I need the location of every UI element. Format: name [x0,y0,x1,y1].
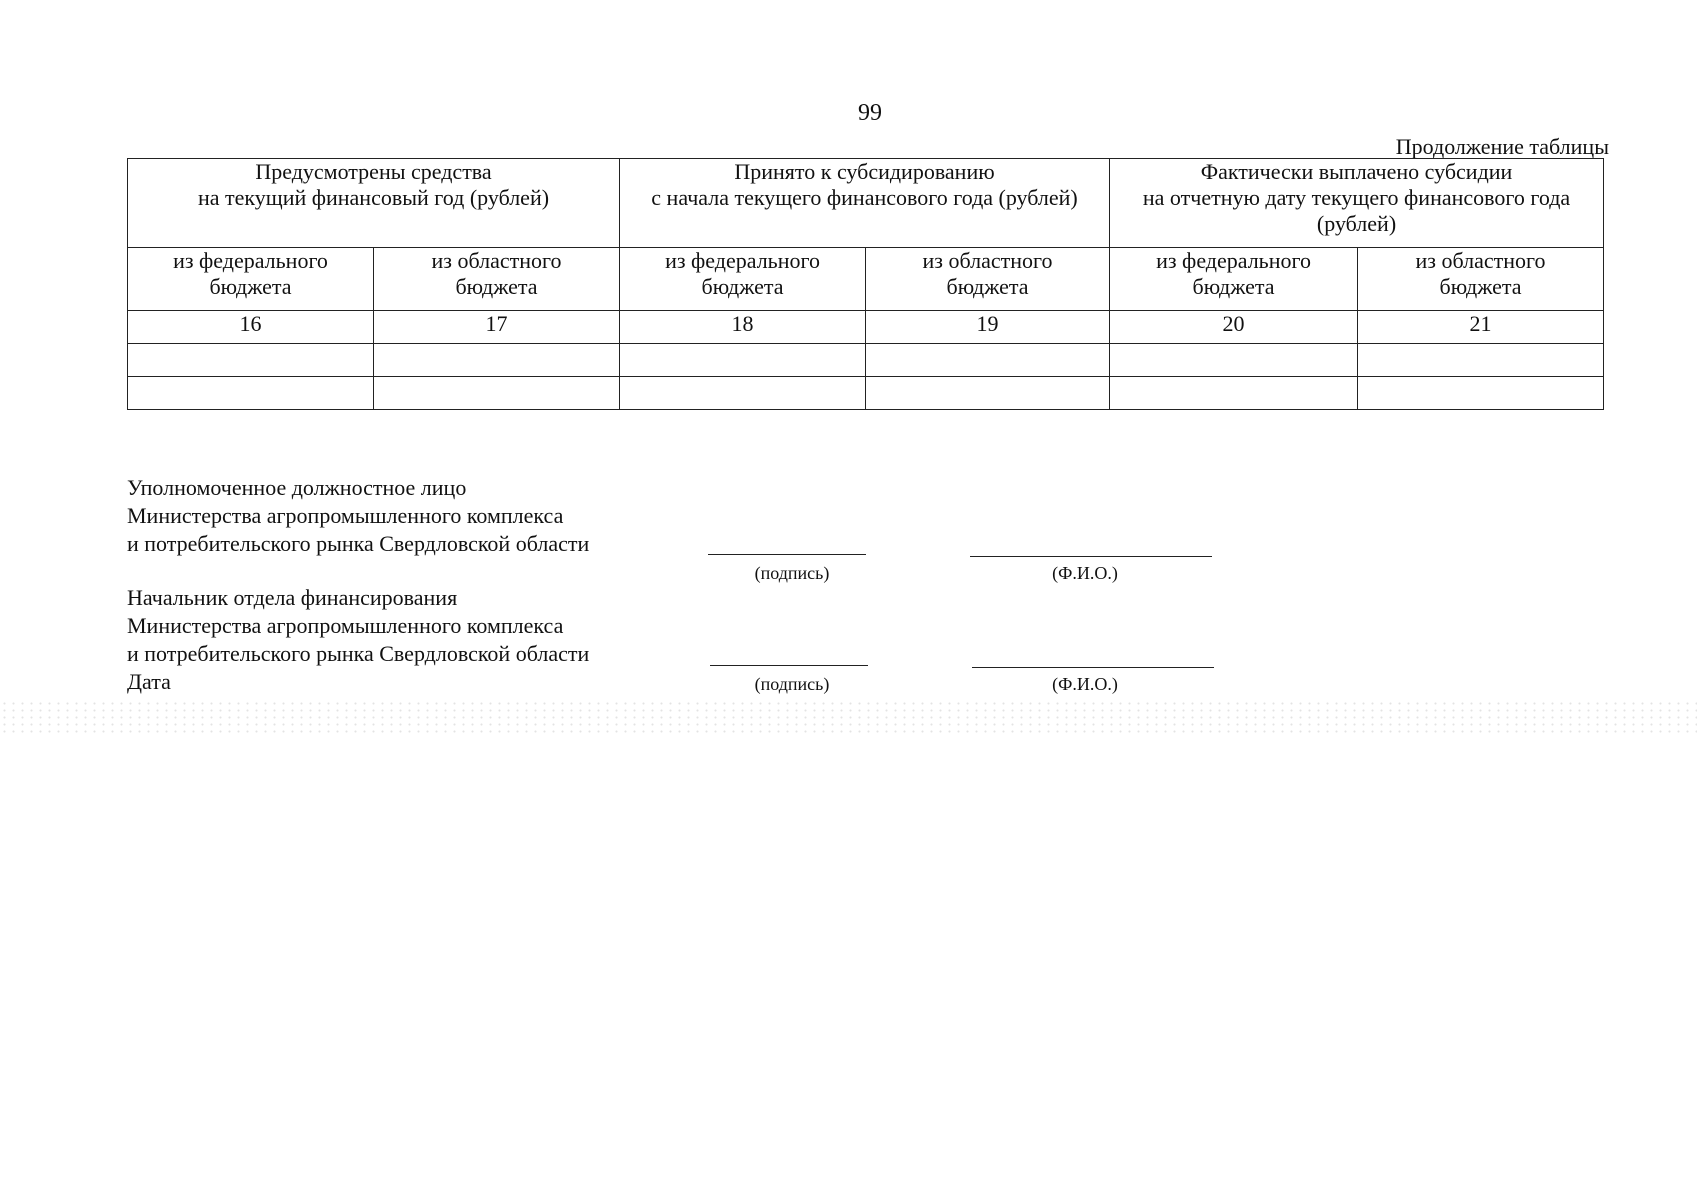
date-label: Дата [127,669,171,694]
header-line: на отчетную дату текущего финансового года [1142,185,1571,210]
subheader-line: из областного [431,248,562,273]
signature-line [708,554,866,555]
subheader-line: бюджета [946,274,1029,299]
header-line: Предусмотрены средства [255,159,492,184]
column-number-row [128,311,1604,344]
column-number: 20 [1110,311,1358,344]
scan-artifact [0,700,1697,736]
head-of-department-line: Министерства агропромышленного комплекса [127,613,564,638]
authorized-official-block [127,474,589,558]
subheader-federal-budget [620,248,866,311]
signature-caption: (подпись) [754,674,830,694]
group-header-actually-paid [1110,159,1604,248]
page-number: 99 [858,100,882,126]
subheader-regional-budget [374,248,620,311]
subheader-row [128,248,1604,311]
table-cell [866,377,1110,410]
name-line [972,667,1214,668]
table-cell [128,377,374,410]
subsidy-table [127,158,1604,410]
signature-line [710,665,868,666]
table-cell [620,344,866,377]
head-of-department-block [127,584,589,696]
column-number: 18 [620,311,866,344]
subheader-line: бюджета [455,274,538,299]
table-continuation-label: Продолжение таблицы [1395,134,1609,159]
head-of-department-line: и потребительского рынка Свердловской области [127,641,590,666]
name-caption: (Ф.И.О.) [1052,563,1118,583]
table-row [128,377,1604,410]
subheader-line: бюджета [701,274,784,299]
table-cell [374,344,620,377]
column-number: 21 [1358,311,1604,344]
table-cell [866,344,1110,377]
head-of-department-line: Начальник отдела финансирования [127,585,458,610]
subheader-line: бюджета [209,274,292,299]
subheader-line: бюджета [1192,274,1275,299]
authorized-official-line: Министерства агропромышленного комплекса [127,503,564,528]
authorized-official-line: Уполномоченное должностное лицо [127,475,467,500]
header-line: на текущий финансовый год (рублей) [197,185,550,210]
header-line: Фактически выплачено субсидии [1200,159,1513,184]
name-line [970,556,1212,557]
table-cell [128,344,374,377]
table-row [128,344,1604,377]
header-line: с начала текущего финансового года (рублей) [651,185,1078,210]
subheader-line: из федерального [1156,248,1311,273]
table-cell [374,377,620,410]
subheader-regional-budget [1358,248,1604,311]
group-header-row [128,159,1604,248]
header-line: Принято к субсидированию [734,159,995,184]
subheader-line: из областного [922,248,1053,273]
group-header-accepted-for-subsidy [620,159,1110,248]
header-line: (рублей) [1316,211,1397,236]
subheader-line: из федерального [173,248,328,273]
subheader-regional-budget [866,248,1110,311]
authorized-official-line: и потребительского рынка Свердловской области [127,531,590,556]
column-number: 19 [866,311,1110,344]
subheader-federal-budget [128,248,374,311]
table-cell [1358,344,1604,377]
table-cell [1358,377,1604,410]
subheader-federal-budget [1110,248,1358,311]
group-header-planned-funds [128,159,620,248]
name-caption: (Ф.И.О.) [1052,674,1118,694]
table-cell [620,377,866,410]
subheader-line: бюджета [1439,274,1522,299]
subheader-line: из областного [1415,248,1546,273]
table-cell [1110,344,1358,377]
subheader-line: из федерального [665,248,820,273]
signature-caption: (подпись) [754,563,830,583]
column-number: 17 [374,311,620,344]
table-cell [1110,377,1358,410]
column-number: 16 [128,311,374,344]
